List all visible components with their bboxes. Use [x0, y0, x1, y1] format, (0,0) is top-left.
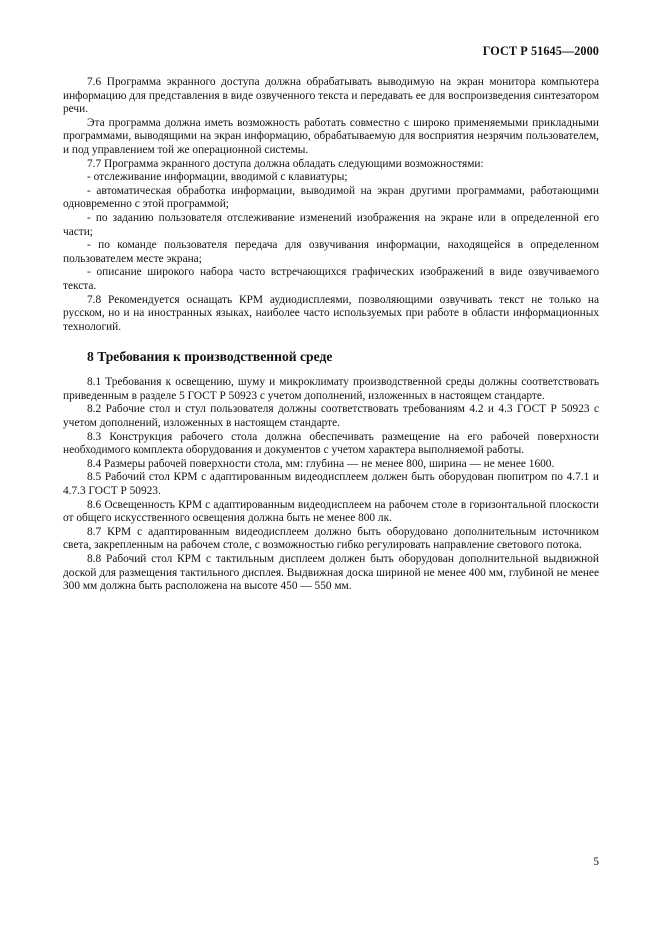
paragraph-8-4: 8.4 Размеры рабочей поверхности стола, мм: глубина — не менее 800, ширина — не менее 1600.: [87, 457, 555, 470]
paragraph-8-1: 8.1 Требования к освещению, шуму и микроклимату производственной среды должны соответствовать приведенным в разделе 5 ГОСТ Р 50923 с учетом дополнений, изложенных в настоящем стандарте.: [63, 376, 599, 402]
paragraph-8-8: 8.8 Рабочий стол КРМ с тактильным дисплеем должен быть оборудован дополнительной выдвижной доской для размещения тактильного дисплея. Выдвижная доска шириной не менее 400 мм, глубиной не менее 300 мм должна быть расположена на высоте 450 — 550 мм.: [63, 553, 599, 593]
paragraph-8-2: 8.2 Рабочие стол и стул пользователя должны соответствовать требованиям 4.2 и 4.3 ГОСТ Р 50923 с учетом дополнений, изложенных в настоящем стандарте.: [63, 403, 599, 430]
list-item-graphics: - описание широкого набора часто встречающихся графических изображений в виде озвучиваемого текста.: [63, 266, 599, 292]
list-item-voicing: - по команде пользователя передача для озвучивания информации, находящейся в определенном пользователем месте экрана;: [63, 239, 599, 265]
paragraph-8-3: 8.3 Конструкция рабочего стола должна обеспечивать размещение на его рабочей поверхности необходимого комплекта оборудования и документов с учетом характера выполняемой работы.: [63, 430, 599, 457]
list-item-tracking: - по заданию пользователя отслеживание изменений изображения на экране или в определенной его части;: [63, 211, 599, 238]
list-item-keyboard: - отслеживание информации, вводимой с клавиатуры;: [87, 171, 348, 184]
section-8-heading: 8 Требования к производственной среде: [87, 349, 333, 365]
paragraph-8-7: 8.7 КРМ с адаптированным видеодисплеем должно быть оборудовано дополнительным источником света, закрепленным на рабочем столе, с возможностью гибко регулировать направление светового потока.: [63, 525, 599, 552]
paragraph-7-6-cont: Эта программа должна иметь возможность работать совместно с широко применяемыми прикладными программами, выводящими на экран информацию, обрабатываемую для восприятия незрячим пользователем, и под управлением той же операционной системы.: [63, 116, 599, 156]
paragraph-7-6: 7.6 Программа экранного доступа должна обрабатывать выводимую на экран монитора компьютера информацию для представления в виде озвученного текста и передавать ее для воспроизведения синтезатором речи.: [63, 76, 599, 116]
paragraph-8-6: 8.6 Освещенность КРМ с адаптированным видеодисплеем на рабочем столе в горизонтальной плоскости от общего искусственного освещения должна быть не менее 800 лк.: [63, 498, 599, 525]
paragraph-7-8: 7.8 Рекомендуется оснащать КРМ аудиодисплеями, позволяющими озвучивать текст не только на русском, но и на иностранных языках, наиболее часто используемых при работе в области информационных технологий.: [63, 293, 599, 333]
paragraph-7-7: 7.7 Программа экранного доступа должна обладать следующими возможностями:: [87, 157, 484, 170]
document-code-header: ГОСТ Р 51645—2000: [482, 44, 599, 58]
list-item-auto-processing: - автоматическая обработка информации, выводимой на экран другими программами, работающими одновременно с этой программой;: [63, 184, 599, 211]
paragraph-8-5: 8.5 Рабочий стол КРМ с адаптированным видеодисплеем должен быть оборудован пюпитром по 4.7.1 и 4.7.3 ГОСТ Р 50923.: [63, 471, 599, 498]
page-number: 5: [593, 856, 599, 868]
body-text: [63, 76, 599, 594]
